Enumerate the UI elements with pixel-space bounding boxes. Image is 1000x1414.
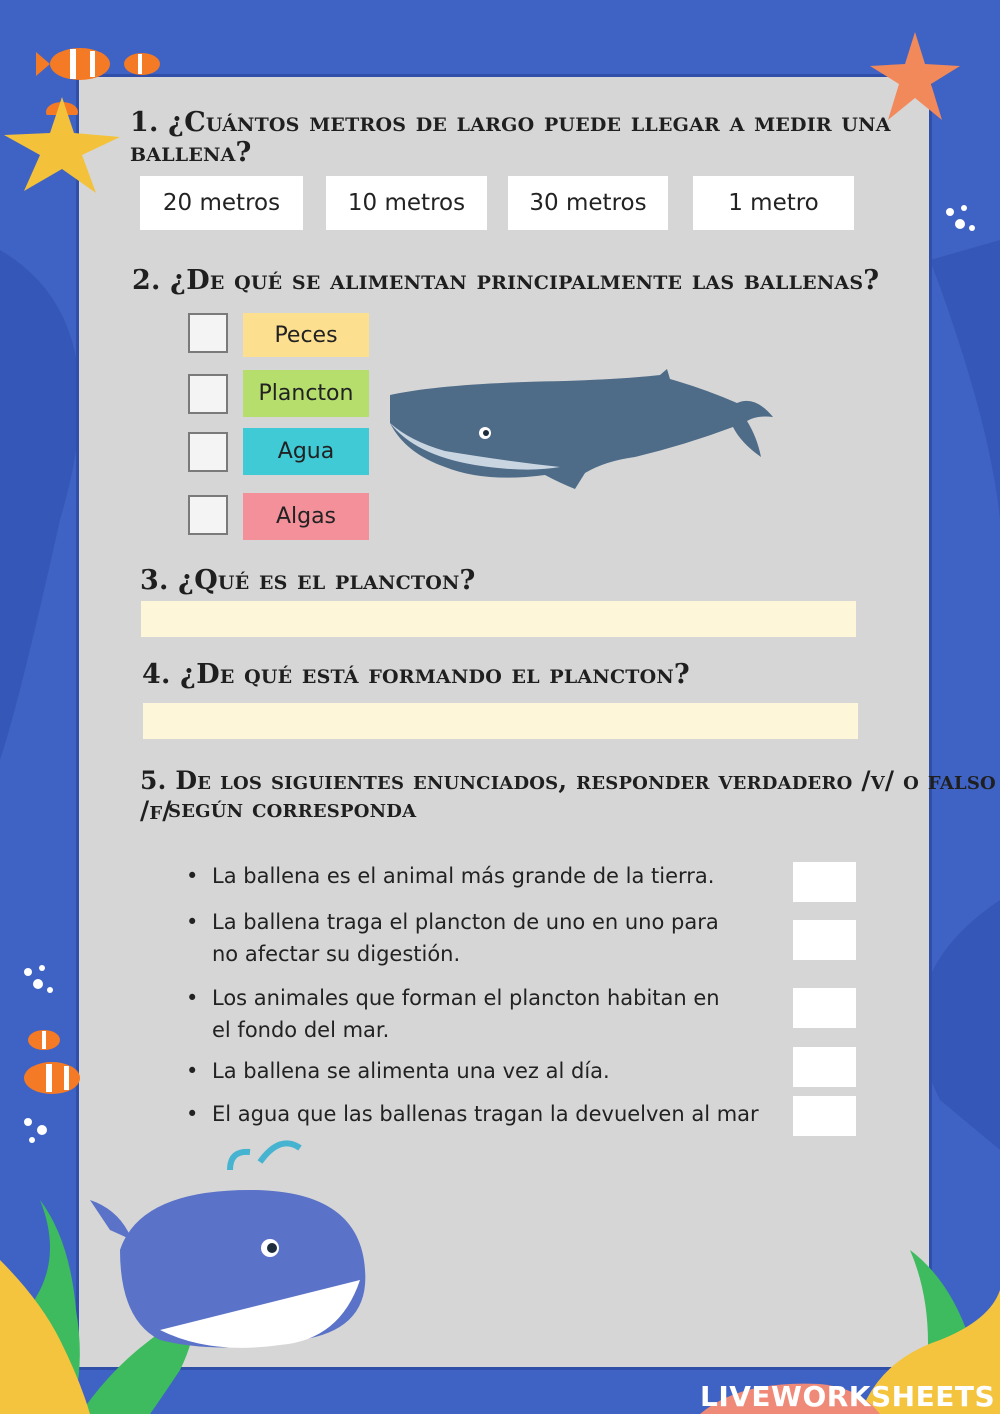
q5-statement-5: • El agua que las ballenas tragan la devuelven al mar [186,1098,776,1130]
clownfish-left-icon [12,1020,92,1100]
q2-label-algas: Algas [243,493,369,540]
q2-checkbox-peces[interactable] [188,313,228,353]
starfish-orange-icon [868,30,963,125]
starfish-yellow-icon [0,95,125,195]
q5-statement-4: • La ballena se alimenta una vez al día. [186,1055,776,1087]
question-2-title: 2. ¿De qué se alimentan principalmente las ballenas? [132,265,880,296]
q2-checkbox-plancton[interactable] [188,374,228,414]
question-5-title: 5. De los siguientes enunciados, responder verdadero /v/ o falso /f/ [140,766,996,825]
bubbles-left-icon [18,960,58,1000]
bubbles-icon [940,200,980,240]
q4-answer-field[interactable] [143,703,858,739]
blue-whale-illustration [385,365,780,495]
q2-checkbox-algas[interactable] [188,495,228,535]
q5-answer-box-3[interactable] [793,988,856,1028]
cartoon-whale-illustration [80,1130,380,1370]
q5-statement-2: • La ballena traga el plancton de uno en uno para no afectar su digestión. [186,906,776,970]
q5-answer-box-1[interactable] [793,862,856,902]
q5-answer-box-5[interactable] [793,1096,856,1136]
question-3-title: 3. ¿Qué es el plancton? [140,565,476,596]
q2-label-agua: Agua [243,428,369,475]
question-5-title-line2: según corresponda [168,794,417,823]
q1-option-1-metro[interactable]: 1 metro [693,176,854,230]
q2-checkbox-agua[interactable] [188,432,228,472]
question-4-title: 4. ¿De qué está formando el plancton? [142,659,690,690]
question-1-title: 1. ¿Cuántos metros de largo puede llegar a medir una ballena? [130,107,891,168]
q5-statement-1: • La ballena es el animal más grande de la tierra. [186,860,776,892]
liveworksheets-logo: LIVEWORKSHEETS [700,1380,996,1413]
q1-option-20-metros[interactable]: 20 metros [140,176,303,230]
q5-answer-box-2[interactable] [793,920,856,960]
q5-statement-3: • Los animales que forman el plancton habitan en el fondo del mar. [186,982,776,1046]
q2-label-plancton: Plancton [243,370,369,417]
q1-option-10-metros[interactable]: 10 metros [326,176,487,230]
q5-answer-box-4[interactable] [793,1047,856,1087]
q1-option-30-metros[interactable]: 30 metros [508,176,668,230]
q3-answer-field[interactable] [141,601,856,637]
q2-label-peces: Peces [243,313,369,357]
